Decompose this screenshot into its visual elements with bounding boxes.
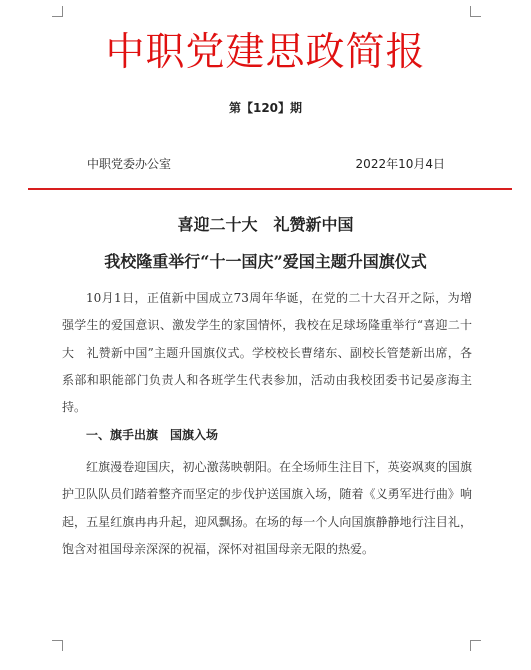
crop-mark-top-left xyxy=(52,6,63,17)
article-title-line2: 我校隆重举行“十一国庆”爱国主题升国旗仪式 xyxy=(104,252,427,271)
issue-number: 第【120】期 xyxy=(228,101,303,115)
issue-date: 2022年10月4日 xyxy=(355,157,445,171)
article-title-line1: 喜迎二十大 礼赞新中国 xyxy=(177,215,354,234)
crop-mark-top-right xyxy=(470,6,481,17)
article-paragraph-1: 10月1日，正值新中国成立73周年华诞，在党的二十大召开之际，为增强学生的爱国意识、激发学生的家国情怀，我校在足球场隆重举行“喜迎二十大 礼赞新中国”主题升国旗仪式。学校校长曹绪东、副校长管楚新出席，各系部和职能部门负责人和各班学生代表参加，活动由我校团委书记晏彦海主持。 xyxy=(62,291,472,415)
crop-mark-bottom-right xyxy=(470,640,481,651)
crop-mark-bottom-left xyxy=(52,640,63,651)
section-heading-1: 一、旗手出旗 国旗入场 xyxy=(86,428,219,442)
red-divider-rule xyxy=(28,188,512,190)
article-paragraph-2: 红旗漫卷迎国庆，初心激荡映朝阳。在全场师生注目下，英姿飒爽的国旗护卫队队员们踏着整齐而坚定的步伐护送国旗入场，随着《义勇军进行曲》响起，五星红旗冉冉升起，迎风飘扬。在场的每一个人向国旗静静地行注目礼，饱含对祖国母亲深深的祝福，深怀对祖国母亲无限的热爱。 xyxy=(62,460,472,556)
issuing-office: 中职党委办公室 xyxy=(87,157,172,171)
masthead-title: 中职党建思政简报 xyxy=(105,30,426,75)
